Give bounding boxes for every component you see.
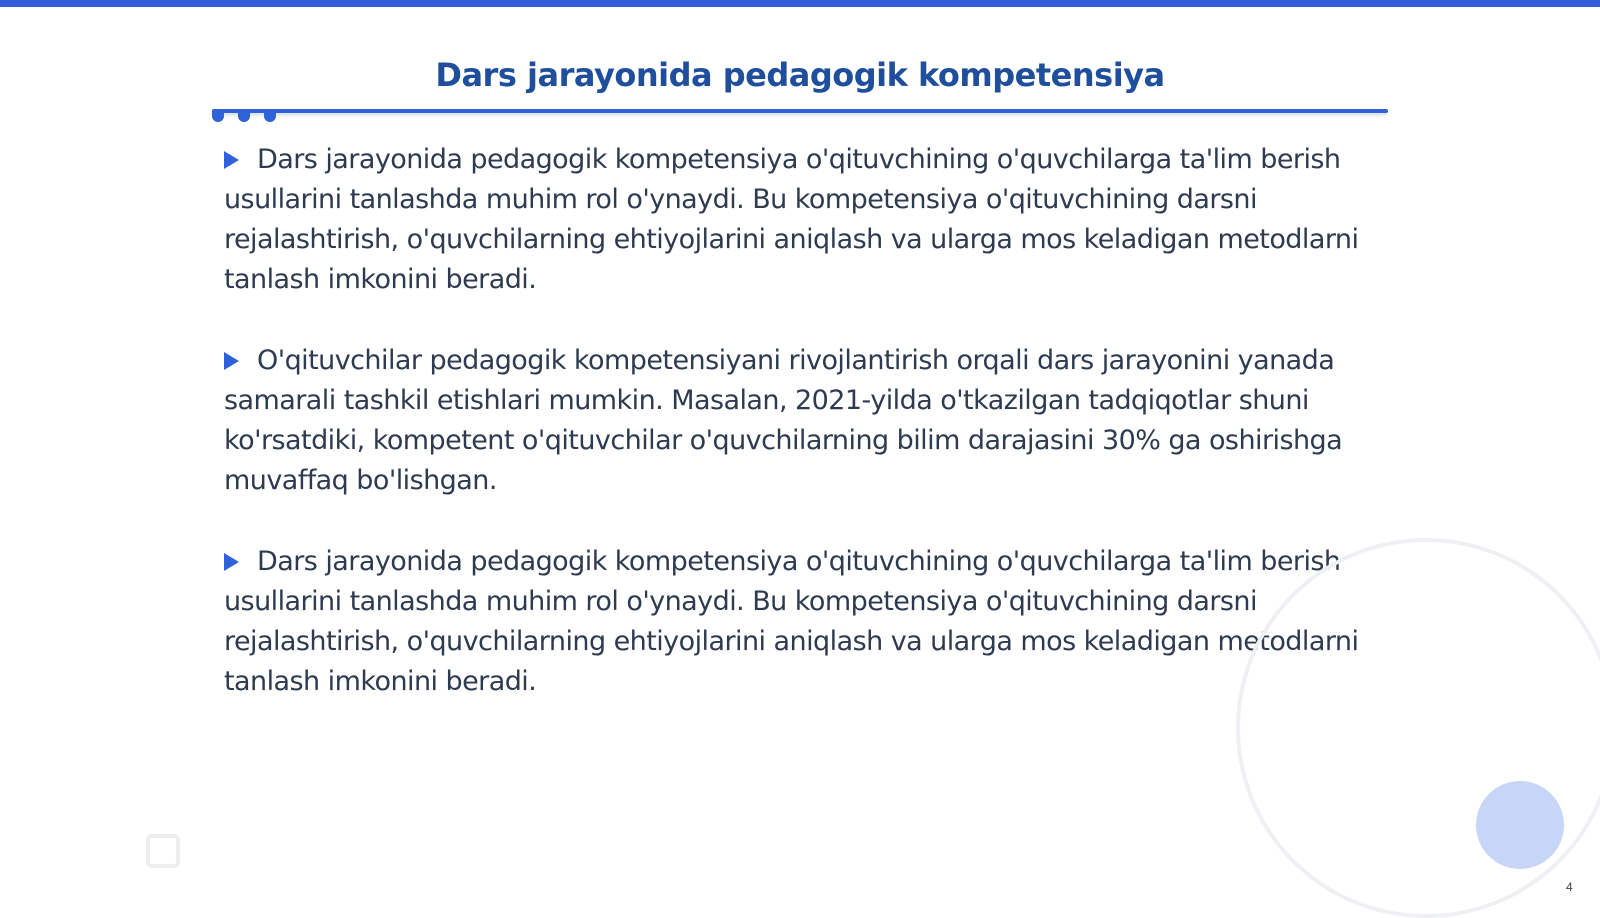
paragraph-text: Dars jarayonida pedagogik kompetensiya o'qituvchining o'quvchilarga ta'lim berish usullarini tanlashda muhim rol o'ynaydi. Bu kompetensiya o'qituvchining darsni rejalashtirish, o'quvchilarning ehtiyojlarini aniqlash va ularga mos keladigan metodlarni tanlash imkonini beradi. [224,546,1359,697]
bullet-paragraph-1 [224,140,1384,300]
decorative-circle [1476,781,1564,869]
top-accent-bar [0,0,1600,7]
underline-dot [212,111,224,122]
decorative-ring [1236,538,1600,918]
title-underline [212,109,1388,113]
bullet-paragraph-2 [224,341,1384,501]
slide-body [224,140,1384,743]
bullet-paragraph-3 [224,542,1384,702]
decorative-square [146,834,180,868]
underline-dot [264,111,276,122]
triangle-bullet-icon [224,553,239,571]
slide-title: Dars jarayonida pedagogik kompetensiya [435,56,1165,94]
triangle-bullet-icon [224,151,239,169]
triangle-bullet-icon [224,352,239,370]
paragraph-text: O'qituvchilar pedagogik kompetensiyani rivojlantirish orqali dars jarayonini yanada samarali tashkil etishlari mumkin. Masalan, 2021-yilda o'tkazilgan tadqiqotlar shuni ko'rsatdiki, kompetent o'qituvchilar o'quvchilarning bilim darajasini 30% ga oshirishga muvaffaq bo'lishgan. [224,345,1343,496]
underline-dot [238,111,250,122]
page-number: 4 [1566,880,1573,894]
paragraph-text: Dars jarayonida pedagogik kompetensiya o'qituvchining o'quvchilarga ta'lim berish usullarini tanlashda muhim rol o'ynaydi. Bu kompetensiya o'qituvchining darsni rejalashtirish, o'quvchilarning ehtiyojlarini aniqlash va ularga mos keladigan metodlarni tanlash imkonini beradi. [224,144,1359,295]
